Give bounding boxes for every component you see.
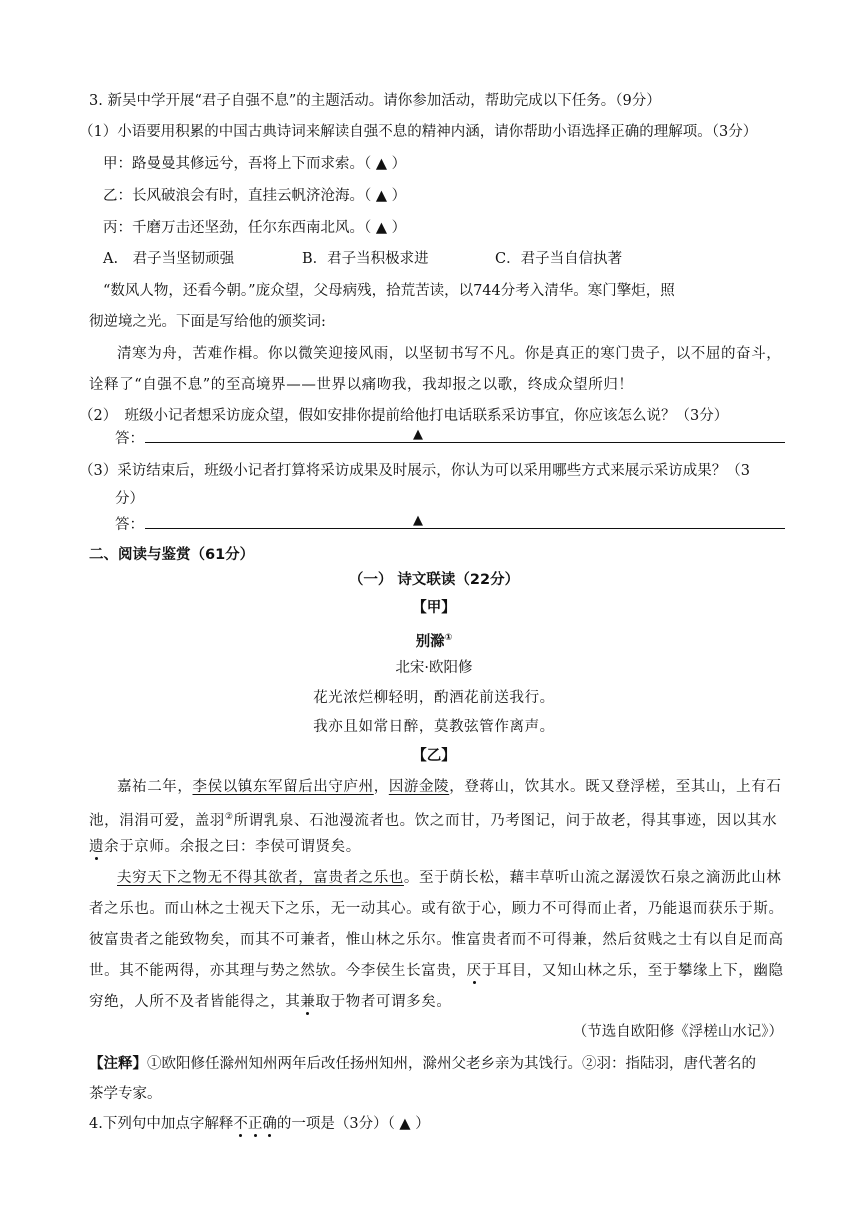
poem-line1: 花光浓烂柳轻明，酌酒花前送我行。	[313, 690, 555, 706]
jia-heading: 【甲】	[412, 600, 456, 616]
note-line2: 茶学专家。	[89, 1086, 162, 1102]
underlined-sentence-2: 因游金陵	[388, 779, 450, 795]
award-text-line2: 诠释了“自强不息”的至高境界——世界以痛吻我，我却报之以歌，终成众望所归！	[89, 377, 634, 393]
answer-label-3: 答：	[115, 517, 144, 533]
yi-heading: 【乙】	[412, 748, 456, 764]
q3-sub3-line1: （3）采访结束后，班级小记者打算将采访成果及时展示，你认为可以采用哪些方式来展示采访成果？（3	[79, 463, 750, 479]
part1-title: （一） 诗文联读（22分）	[348, 572, 520, 588]
passage-p2-line1: 夫穷天下之物无不得其欲者，富贵者之乐也。至于荫长松，藉丰草听山流之潺湲饮石泉之滴沥此山林	[117, 870, 782, 886]
q4-title: 4.下列句中加点字解释不正确的一项是（3分）（ ▲ ）	[89, 1116, 430, 1132]
q3-title: 3. 新吴中学开展“君子自强不息”的主题活动。请你参加活动，帮助完成以下任务。（9分）	[89, 93, 661, 109]
passage-p2-line2: 者之乐也。而山林之士视天下之乐，无一动其心。或有欲于心，顾力不可得而止者，乃能退而获乐于斯。	[89, 901, 784, 917]
q3-option-jia: 甲：路曼曼其修远兮，吾将上下而求索。（ ▲ ）	[103, 156, 407, 172]
q3-sub2: （2） 班级小记者想采访庞众望，假如安排你提前给他打电话联系采访事宜，你应该怎么说？（3分）	[79, 408, 729, 424]
passage-source: （节选自欧阳修《浮槎山水记》）	[572, 1024, 783, 1040]
note-line1: 【注释】①欧阳修任滁州知州两年后改任扬州知州，滁州父老乡亲为其饯行。②羽：指陆羽，唐代著名的	[89, 1056, 756, 1072]
poem-title: 别滁①	[415, 633, 453, 650]
award-text-line1: 清寒为舟，苦难作楫。你以微笑迎接风雨，以坚韧书写不凡。你是真正的寒门贵子，以不屈的奋斗，	[117, 346, 782, 362]
passage-p1-line2: 池，涓涓可爱，盖羽②所谓乳泉、石池漫流者也。饮之而甘，乃考图记，问于故老，得其事迹，因以其水	[89, 812, 778, 829]
dotted-char-jian: 兼	[300, 994, 316, 1010]
underlined-sentence-3: 夫穷天下之物无不得其欲者，富贵者之乐也	[117, 870, 404, 886]
q3-choice-b: B．君子当积极求进	[302, 251, 429, 267]
passage-p2-line3: 彼富贵者之能致物矣，而其不可兼者，惟山林之乐尔。惟富贵者而不可得兼，然后贫贱之士有以自足而高	[89, 932, 784, 948]
answer-blank-3[interactable]	[145, 510, 785, 529]
underlined-sentence-1: 李侯以镇东军留后出守庐州	[192, 779, 374, 795]
passage-p2-line5: 穷绝，人所不及者皆能得之，其兼取于物者可谓多矣。	[89, 994, 452, 1010]
answer-mark-2: ▲	[413, 427, 423, 442]
q3-option-yi: 乙：长风破浪会有时，直挂云帆济沧海。（ ▲ ）	[103, 188, 407, 204]
poem-author: 北宋·欧阳修	[395, 660, 473, 676]
note-mark-2: ②	[224, 812, 234, 822]
dotted-char-yi: 遗	[89, 839, 105, 855]
passage-p1-line1: 嘉祐二年，李侯以镇东军留后出守庐州，因游金陵，登蒋山，饮其水。既又登浮槎，至其山，上有石	[117, 779, 782, 795]
passage-p1-line3: 遗余于京师。余报之曰：李侯可谓贤矣。	[89, 839, 361, 855]
dotted-char-yan: 厌	[466, 963, 482, 979]
q3-intro-line2: 彻逆境之光。下面是写给他的颁奖词:	[89, 314, 326, 330]
q3-intro-line1: “数风人物，还看今朝。”庞众望，父母病残，拾荒苦读，以744分考入清华。寒门擎炬，照	[103, 283, 675, 299]
q3-sub3-line2: 分）	[115, 491, 144, 507]
answer-label-2: 答：	[115, 431, 144, 447]
q3-sub1: （1）小语要用积累的中国古典诗词来解读自强不息的精神内涵，请你帮助小语选择正确的理解项。（3分）	[79, 124, 758, 140]
poem-note-mark: ①	[444, 633, 453, 643]
answer-blank-2[interactable]	[145, 424, 785, 443]
passage-p2-line4: 世。其不能两得，亦其理与势之然欤。今李侯生长富贵，厌于耳目，又知山林之乐，至于攀缘上下，幽隐	[89, 963, 784, 979]
answer-mark-3: ▲	[413, 513, 423, 528]
q3-choice-c: C．君子当自信执著	[495, 251, 623, 267]
section2-title: 二、阅读与鉴赏（61分）	[89, 547, 255, 563]
q3-option-bing: 丙：千磨万击还坚劲，任尔东西南北风。（ ▲ ）	[103, 220, 407, 236]
poem-line2: 我亦且如常日醉，莫教弦管作离声。	[313, 719, 555, 735]
q3-choice-a: A. 君子当坚韧顽强	[103, 251, 235, 267]
